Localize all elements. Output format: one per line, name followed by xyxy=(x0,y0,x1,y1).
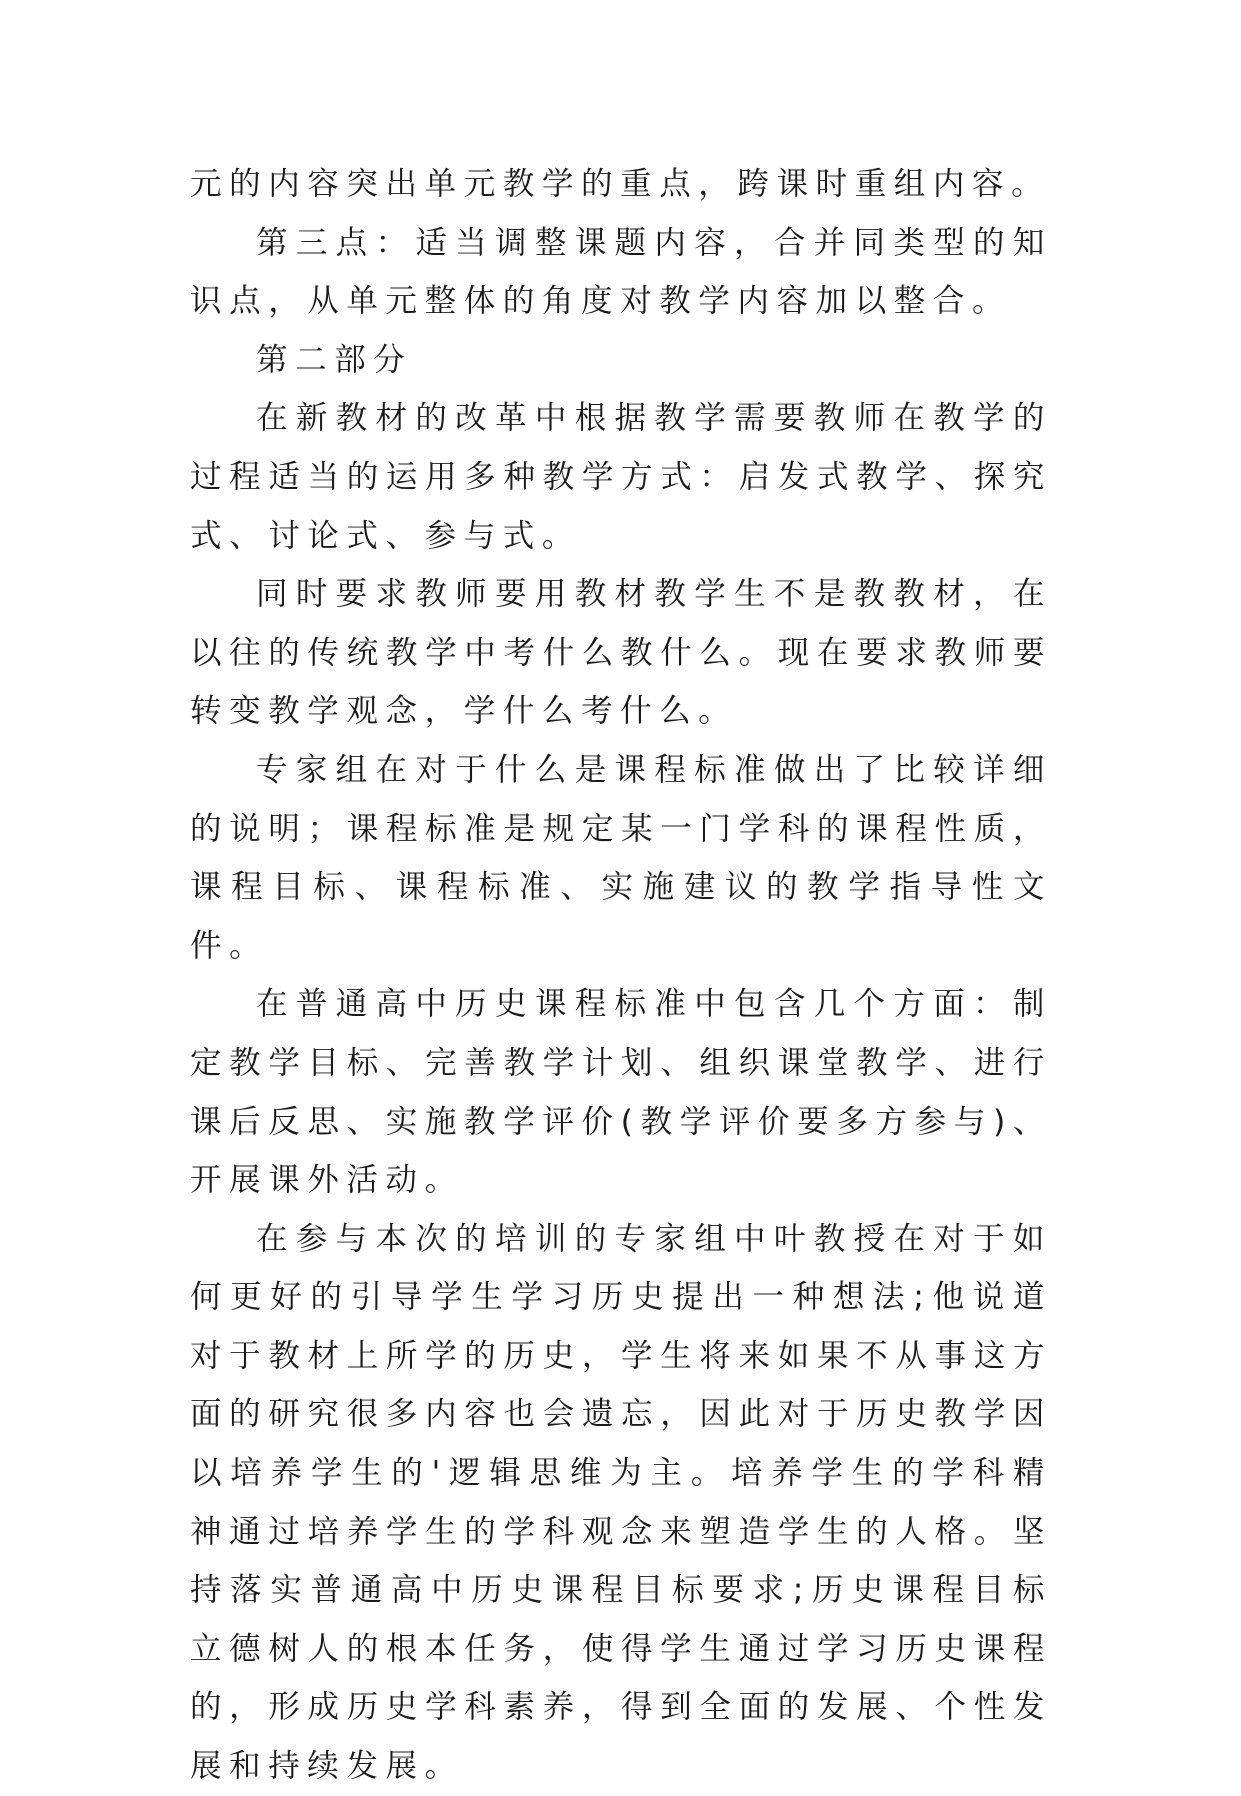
paragraph-curriculum-standard: 专家组在对于什么是课程标准做出了比较详细的说明；课程标准是规定某一门学科的课程性质，课程目标、课程标准、实施建议的教学指导性文件。 xyxy=(190,751,1052,964)
document-body xyxy=(190,155,1052,1796)
paragraph-teaching-concept: 同时要求教师要用教材教学生不是教教材，在以往的传统教学中考什么教什么。现在要求教师要转变教学观念，学什么考什么。 xyxy=(190,576,1052,730)
paragraph-point-three: 第三点：适当调整课题内容，合并同类型的知识点，从单元整体的角度对教学内容加以整合。 xyxy=(190,224,1052,320)
paragraph-continuation: 元的内容突出单元教学的重点，跨课时重组内容。 xyxy=(190,166,1051,202)
paragraph-expert-view: 在参与本次的培训的专家组中叶教授在对于如何更好的引导学生学习历史提出一种想法;他说道对于教材上所学的历史，学生将来如果不从事这方面的研究很多内容也会遗忘，因此对于历史教学因以培养学生的'逻辑思维为主。培养学生的学科精神通过培养学生的学科观念来塑造学生的人格。坚持落实普通高中历史课程目标要求;历史课程目标立德树人的根本任务，使得学生通过学习历史课程的，形成历史学科素养，得到全面的发展、个性发展和持续发展。 xyxy=(190,1220,1052,1785)
section-heading-part-two: 第二部分 xyxy=(256,341,413,378)
paragraph-standard-aspects: 在普通高中历史课程标准中包含几个方面：制定教学目标、完善教学计划、组织课堂教学、进行课后反思、实施教学评价(教学评价要多方参与)、开展课外活动。 xyxy=(190,986,1052,1199)
paragraph-teaching-methods: 在新教材的改革中根据教学需要教师在教学的过程适当的运用多种教学方式：启发式教学、探究式、讨论式、参与式。 xyxy=(190,400,1052,554)
